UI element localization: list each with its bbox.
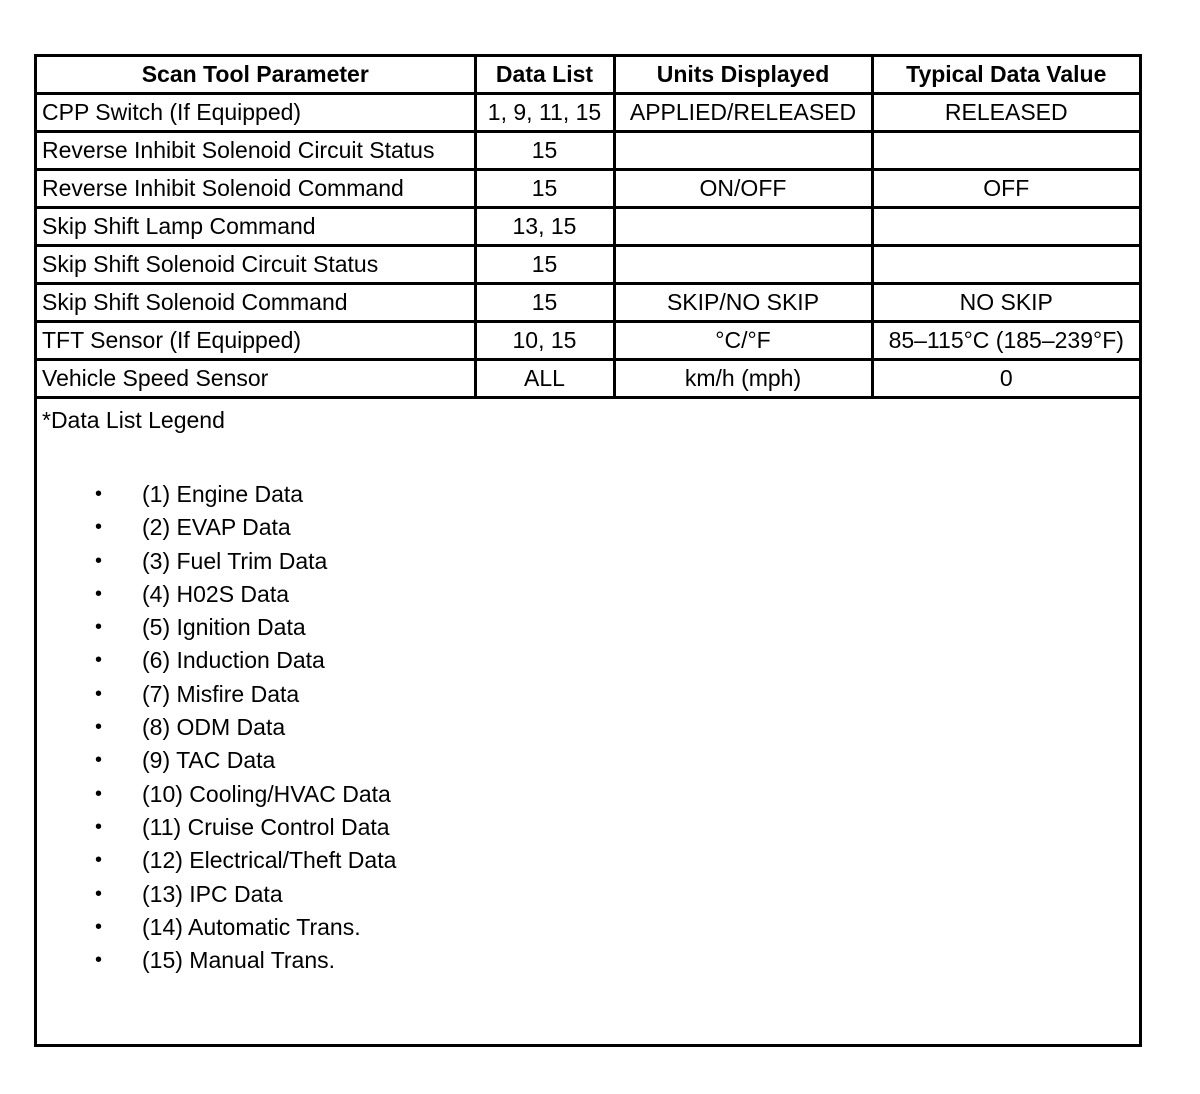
list-item [42,844,1134,877]
legend-item-label: (12) Electrical/Theft Data [142,847,397,874]
legend-item-label: (9) TAC Data [142,747,276,774]
header-units-displayed: Units Displayed [614,57,872,94]
bullet-icon: • [95,915,103,938]
cell-units: APPLIED/RELEASED [614,94,872,132]
legend-item-label: (10) Cooling/HVAC Data [142,780,391,807]
bullet-icon: • [95,949,103,972]
legend-title: *Data List Legend [42,407,225,433]
table-row [37,284,1139,322]
scan-tool-table [37,57,1139,399]
cell-parameter: TFT Sensor (If Equipped) [37,322,475,360]
cell-units [614,246,872,284]
list-item [42,744,1134,777]
list-item [42,511,1134,544]
legend-list [42,478,1134,977]
cell-typical: 0 [872,360,1139,398]
cell-data-list: 15 [475,132,614,170]
list-item [42,944,1134,977]
header-scan-tool-parameter: Scan Tool Parameter [37,57,475,94]
table-row [37,132,1139,170]
cell-parameter: Reverse Inhibit Solenoid Command [37,170,475,208]
table-row [37,170,1139,208]
bullet-icon: • [95,483,103,505]
legend-item-label: (8) ODM Data [142,714,286,741]
bullet-icon: • [95,616,103,639]
list-item [42,811,1134,844]
cell-typical [872,208,1139,246]
list-item [42,578,1134,611]
table-row [37,208,1139,246]
cell-typical: OFF [872,170,1139,208]
bullet-icon: • [95,516,103,539]
table-row [37,246,1139,284]
bullet-icon: • [95,682,103,705]
list-item [42,878,1134,911]
table-header-row [37,57,1139,94]
cell-units: km/h (mph) [614,360,872,398]
cell-data-list: 15 [475,284,614,322]
cell-parameter: CPP Switch (If Equipped) [37,94,475,132]
list-item [42,644,1134,677]
cell-parameter: Skip Shift Solenoid Command [37,284,475,322]
legend-item-label: (15) Manual Trans. [142,947,336,974]
legend-item-label: (2) EVAP Data [142,514,291,541]
cell-units [614,208,872,246]
bullet-icon: • [95,782,103,805]
bullet-icon: • [95,549,103,572]
legend-item-label: (1) Engine Data [142,481,304,507]
cell-units: SKIP/NO SKIP [614,284,872,322]
legend-item-label: (14) Automatic Trans. [142,913,361,940]
table-row [37,322,1139,360]
cell-data-list: 15 [475,246,614,284]
list-item [42,611,1134,644]
table-row [37,360,1139,398]
legend-item-label: (6) Induction Data [142,647,325,674]
bullet-icon: • [95,882,103,905]
list-item [42,911,1134,944]
cell-parameter: Vehicle Speed Sensor [37,360,475,398]
header-typical-data-value: Typical Data Value [872,57,1139,94]
cell-typical [872,132,1139,170]
legend-item-label: (5) Ignition Data [142,614,306,641]
legend-item-label: (13) IPC Data [142,880,283,907]
legend-item-label: (3) Fuel Trim Data [142,547,328,574]
cell-data-list: 13, 15 [475,208,614,246]
list-item [42,678,1134,711]
cell-data-list: ALL [475,360,614,398]
cell-typical [872,246,1139,284]
bullet-icon: • [95,582,103,605]
bullet-icon: • [95,716,103,739]
cell-units: ON/OFF [614,170,872,208]
cell-typical: NO SKIP [872,284,1139,322]
cell-data-list: 1, 9, 11, 15 [475,94,614,132]
header-data-list: Data List [475,57,614,94]
cell-typical: RELEASED [872,94,1139,132]
cell-units: °C/°F [614,322,872,360]
legend-item-label: (4) H02S Data [142,580,290,607]
list-item [42,545,1134,578]
legend-item-label: (7) Misfire Data [142,680,300,707]
list-item [42,478,1134,511]
bullet-icon: • [95,815,103,838]
cell-data-list: 15 [475,170,614,208]
cell-parameter: Skip Shift Solenoid Circuit Status [37,246,475,284]
list-item [42,711,1134,744]
list-item [42,778,1134,811]
cell-typical: 85–115°C (185–239°F) [872,322,1139,360]
cell-units [614,132,872,170]
bullet-icon: • [95,749,103,772]
legend-item-label: (11) Cruise Control Data [142,813,390,840]
table-row [37,94,1139,132]
bullet-icon: • [95,849,103,872]
cell-parameter: Reverse Inhibit Solenoid Circuit Status [37,132,475,170]
bullet-icon: • [95,649,103,672]
cell-data-list: 10, 15 [475,322,614,360]
data-list-legend [37,399,1139,981]
cell-parameter: Skip Shift Lamp Command [37,208,475,246]
scan-tool-document [34,54,1142,1047]
